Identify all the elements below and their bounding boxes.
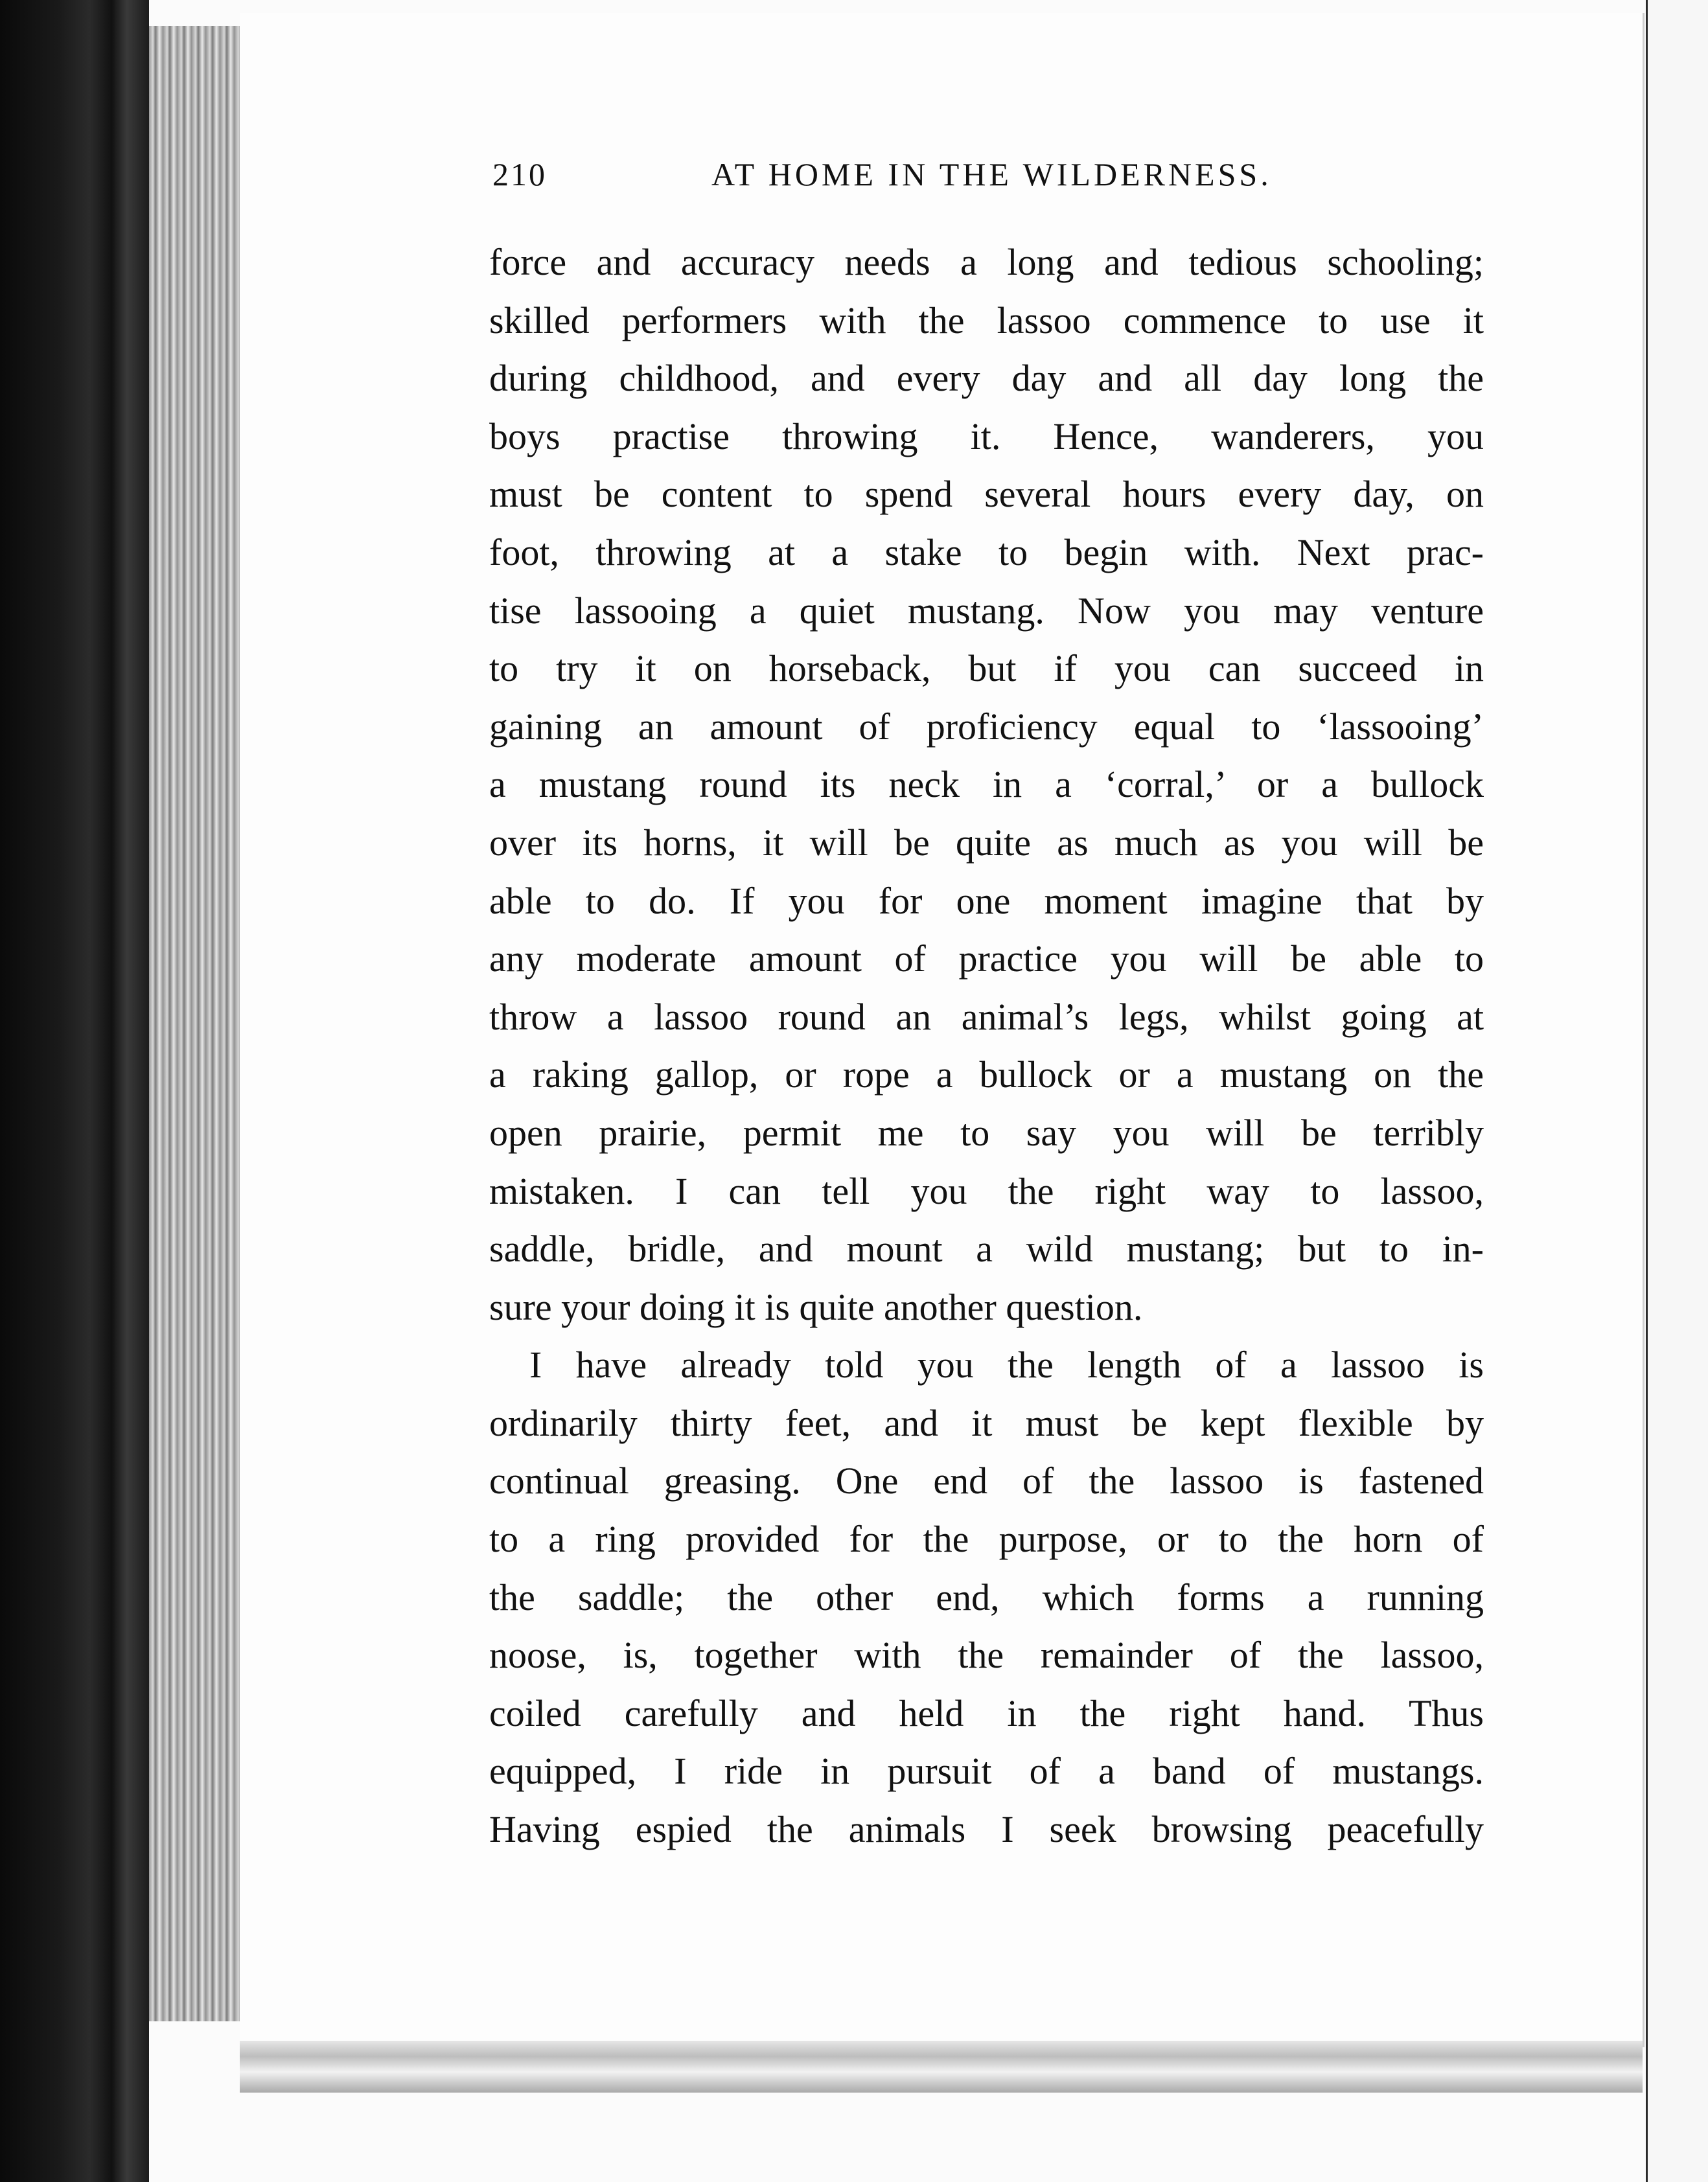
text-line: to a ring provided for the purpose, or to the horn of <box>489 1518 1484 1561</box>
paragraph-end-line: sure your doing it is quite another question. <box>489 1285 1143 1328</box>
facing-page-edge <box>1646 0 1708 2182</box>
text-line: equipped, I ride in pursuit of a band of mustangs. <box>489 1750 1484 1793</box>
text-line: to try it on horseback, but if you can succeed in <box>489 647 1484 690</box>
text-line: skilled performers with the lassoo commence to use it <box>489 299 1484 341</box>
text-line: mistaken. I can tell you the right way to lassoo, <box>489 1169 1484 1212</box>
text-line: foot, throwing at a stake to begin with. Next prac- <box>489 531 1484 573</box>
page-bottom-edge <box>240 2041 1643 2093</box>
text-line: any moderate amount of practice you will be able to <box>489 937 1484 980</box>
text-line: throw a lassoo round an animal’s legs, whilst going at <box>489 995 1484 1038</box>
text-line: Having espied the animals I seek browsing peacefully <box>489 1808 1484 1851</box>
text-line: the saddle; the other end, which forms a running <box>489 1576 1484 1618</box>
text-line: tise lassooing a quiet mustang. Now you may venture <box>489 589 1484 632</box>
text-line: coiled carefully and held in the right hand. Thus <box>489 1692 1484 1734</box>
text-line: a raking gallop, or rope a bullock or a mustang on the <box>489 1053 1484 1096</box>
book-spine <box>0 0 149 2182</box>
text-line: boys practise throwing it. Hence, wanderers, you <box>489 415 1484 457</box>
text-line: ordinarily thirty feet, and it must be kept flexible by <box>489 1401 1484 1444</box>
page-number: 210 <box>492 156 547 192</box>
text-line: saddle, bridle, and mount a wild mustang; but to in- <box>489 1228 1484 1270</box>
text-line: must be content to spend several hours every day, on <box>489 473 1484 516</box>
text-line: during childhood, and every day and all day long the <box>489 357 1484 400</box>
paragraph-start-line: I have already told you the length of a lassoo is <box>529 1344 1484 1386</box>
text-line: open prairie, permit me to say you will be terribly <box>489 1111 1484 1154</box>
body-text <box>489 233 1484 1859</box>
text-line: force and accuracy needs a long and tedious schooling; <box>489 241 1484 283</box>
text-line: able to do. If you for one moment imagine that by <box>489 879 1484 922</box>
text-line: continual greasing. One end of the lassoo is fastened <box>489 1460 1484 1502</box>
text-line: a mustang round its neck in a ‘corral,’ or a bullock <box>489 763 1484 806</box>
text-line: over its horns, it will be quite as much as you will be <box>489 821 1484 864</box>
text-line: gaining an amount of proficiency equal to ‘lassooing’ <box>489 705 1484 748</box>
page-edges <box>149 26 242 2021</box>
text-line: noose, is, together with the remainder of the lassoo, <box>489 1634 1484 1677</box>
running-title: AT HOME IN THE WILDERNESS. <box>711 156 1272 192</box>
running-header <box>492 155 1484 201</box>
